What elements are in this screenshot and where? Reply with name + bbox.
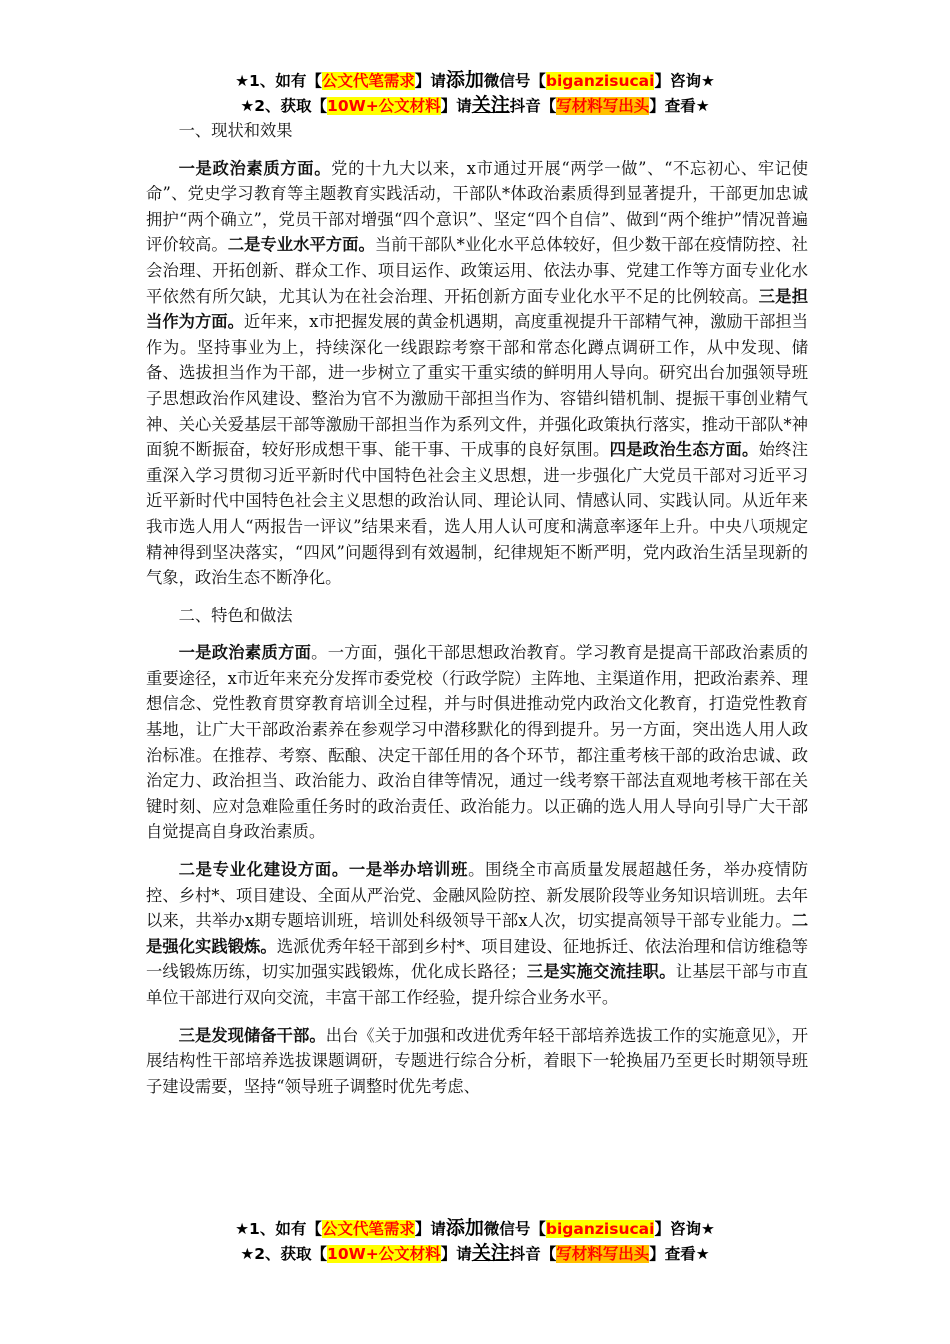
promo-text: 抖音【 [509,97,557,115]
body-text: 始终注重深入学习贯彻习近平新时代中国特色社会主义思想，进一步强化广大党员干部对习近平习近平新时代中国特色社会主义思想的政治认同、理论认同、情感认同、实践认同。从近年来我市选人用人“两报告一评议”结果来看，选人用人认可度和满意率逐年上升。中央八项规定精神得到坚决落实，“四风”问题得到有效遏制，纪律规矩不断严明，党内政治生活呈现新的气象，政治生态不断净化。 [146,440,808,588]
promo-douyin-id: 写材料写出头 [556,97,650,115]
paragraph [146,1023,808,1100]
promo-banner-bottom [0,1216,950,1266]
promo-text: 】请 [440,97,472,115]
promo-emphasis: 添加 [445,1217,484,1239]
promo-text: 】请 [440,1245,472,1263]
promo-text: 】咨询★ [654,72,715,90]
bold-lead: 二是强化实践锻炼。 [146,911,808,956]
promo-emphasis: 添加 [445,69,484,91]
section-heading: 一、现状和效果 [178,121,293,140]
body-text: 让基层干部与市直单位干部进行双向交流，丰富干部工作经验，提升综合业务水平。 [146,962,808,1007]
promo-line-1 [0,1216,950,1241]
body-text: 当前干部队*业化水平总体较好，但少数干部在疫情防控、社会治理、开拓创新、群众工作、项目运作、政策运用、依法办事、党建工作等方面专业化水平依然有所欠缺，尤其认为在社会治理、开拓创新方面专业化水平不足的比例较高。 [146,235,808,306]
promo-text: ★2、获取【 [240,1245,328,1263]
promo-highlight: 10W+公文材料 [327,97,441,115]
bold-lead: 二是专业水平方面。 [227,235,375,255]
promo-banner-top [0,68,950,118]
promo-line-2 [0,1241,950,1266]
promo-text: 】查看★ [649,1245,710,1263]
bold-lead: 三是发现储备干部。 [178,1025,326,1045]
promo-text: 抖音【 [509,1245,557,1263]
promo-text: 】查看★ [649,97,710,115]
bold-lead: 一是政治素质方面 [178,643,312,663]
bold-lead: 一是政治素质方面。 [178,158,332,178]
body-text: 党的十九大以来，x市通过开展“两学一做”、“不忘初心、牢记使命”、党史学习教育等主题教育实践活动，干部队*体政治素质得到显著提升，干部更加忠诚拥护“两个确立”，党员干部对增强“四个意识”、坚定“四个自信”、做到“两个维护”情况普遍评价较高。 [146,158,808,255]
bold-lead: 三是实施交流挂职。 [526,962,676,982]
body-text: 选派优秀年轻干部到乡村*、项目建设、征地拆迁、依法治理和信访维稳等一线锻炼历练，切实加强实践锻炼，优化成长路径； [146,936,808,982]
promo-emphasis: 关注 [471,94,510,116]
promo-douyin-id: 写材料写出头 [556,1245,650,1263]
document-body [146,118,808,1099]
bold-lead: 三是担当作为方面。 [146,286,808,332]
promo-text: ★1、如有【 [235,72,322,90]
promo-emphasis: 关注 [471,1242,510,1264]
promo-text: 微信号【 [483,1220,546,1238]
body-text: 。一方面，强化干部思想政治教育。学习教育是提高干部政治素质的重要途径，x市近年来充分发挥市委党校（行政学院）主阵地、主渠道作用，把政治素养、理想信念、党性教育贯穿教育培训全过程，并与时俱进推动党内政治文化教育，打造党性教育基地，让广大干部政治素养在参观学习中潜移默化的得到提升。另一方面，突出选人用人政治标准。在推荐、考察、酝酿、决定干部任用的各个环节，都注重考核干部的政治忠诚、政治定力、政治担当、政治能力、政治自律等情况，通过一线考察干部法直观地考核干部在关键时刻、应对急难险重任务时的政治责任、政治能力。以正确的选人用人导向引导广大干部自觉提高自身政治素质。 [146,643,808,842]
promo-text: ★1、如有【 [235,1220,322,1238]
body-text: 近年来，x市把握发展的黄金机遇期，高度重视提升干部精气神，激励干部担当作为。坚持事业为上，持续深化一线跟踪考察干部和常态化蹲点调研工作，从中发现、储备、选拔担当作为干部，进一步树立了重实干重实绩的鲜明用人导向。研究出台加强领导班子思想政治作风建设、整治为官不为激励干部担当作为、容错纠错机制、提振干事创业精气神、关心关爱基层干部等激励干部担当作为系列文件，并强化政策执行落实，推动干部队*神面貌不断振奋，较好形成想干事、能干事、干成事的良好氛围。 [146,312,808,460]
promo-text: 微信号【 [483,72,546,90]
section-heading: 二、特色和做法 [178,605,293,625]
promo-line-2 [0,93,950,118]
bold-lead: 四是政治生态方面。 [609,440,759,460]
promo-highlight: 公文代笔需求 [321,1220,415,1238]
body-text: 出台《关于加强和改进优秀年轻干部培养选拔工作的实施意见》，开展结构性干部培养选拔课题调研，专题进行综合分析，着眼下一轮换届乃至更长时期领导班子建设需要，坚持“领导班子调整时优先考虑、 [146,1025,808,1096]
paragraph [146,156,808,591]
promo-text: 】咨询★ [654,1220,715,1238]
promo-line-1 [0,68,950,93]
promo-highlight: 10W+公文材料 [327,1245,441,1263]
paragraph [146,640,808,845]
promo-wechat-id: biganzisucai [545,72,655,90]
promo-text: ★2、获取【 [240,97,328,115]
promo-text: 】请 [414,72,446,90]
promo-text: 】请 [414,1220,446,1238]
body-text: 。围绕全市高质量发展超越任务，举办疫情防控、乡村*、项目建设、全面从严治党、金融风险防控、新发展阶段等业务知识培训班。去年以来，共举办x期专题培训班，培训处科级领导干部x人次，切实提高领导干部专业能力。 [146,860,808,931]
promo-highlight: 公文代笔需求 [321,72,415,90]
promo-wechat-id: biganzisucai [545,1220,655,1238]
paragraph [146,857,808,1011]
bold-lead: 二是专业化建设方面。一是举办培训班 [178,860,469,880]
